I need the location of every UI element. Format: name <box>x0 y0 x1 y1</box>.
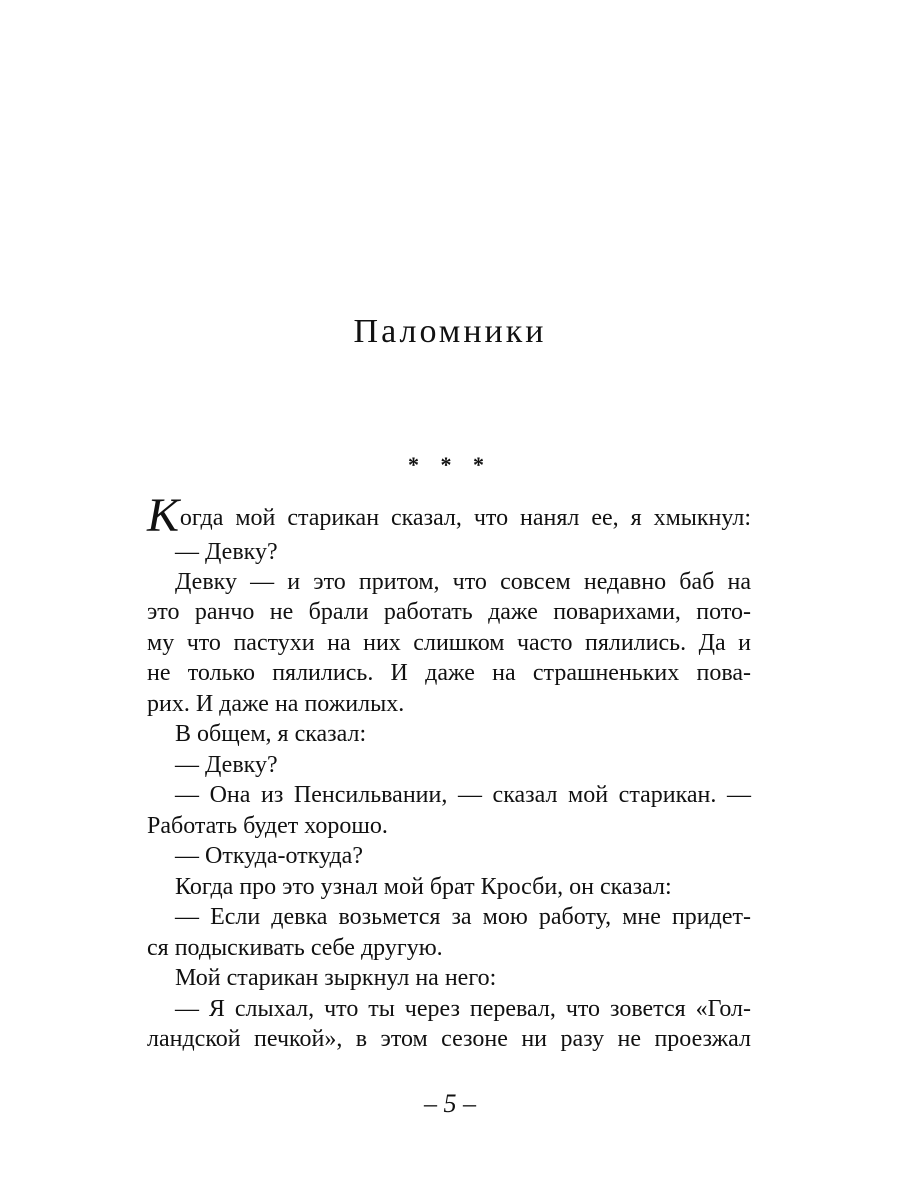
text-line: Мой старикан зыркнул на него: <box>175 965 497 991</box>
text-line: — Она из Пенсильвании, — сказал мой старикан. — <box>175 782 751 808</box>
text-line: рих. И даже на пожилых. <box>147 691 405 717</box>
text-line: — Откуда-откуда? <box>175 843 363 869</box>
page-number: – 5 – <box>424 1089 476 1118</box>
text-line: Работать будет хорошо. <box>147 813 388 839</box>
text-line: не только пялились. И даже на страшненьких пова- <box>147 660 751 686</box>
drop-cap: К <box>147 489 179 542</box>
text-line: — Девку? <box>175 752 278 778</box>
text-line: ландской печкой», в этом сезоне ни разу не проезжал <box>147 1026 751 1052</box>
text-line: му что пастухи на них слишком часто пялились. Да и <box>147 630 751 656</box>
text-line <box>147 489 751 542</box>
text-line: В общем, я сказал: <box>175 721 367 747</box>
text-line: Девку — и это притом, что совсем недавно баб на <box>175 569 751 595</box>
text-line: — Девку? <box>175 539 278 565</box>
text-line: ся подыскивать себе другую. <box>147 935 443 961</box>
chapter-title: Паломники <box>353 313 547 350</box>
text-line: Когда про это узнал мой брат Кросби, он сказал: <box>175 874 672 900</box>
text-line: — Я слыхал, что ты через перевал, что зовется «Гол- <box>175 996 751 1022</box>
text-line-content: огда мой старикан сказал, что нанял ее, я хмыкнул: <box>179 505 751 531</box>
text-line: — Если девка возьмется за мою работу, мне придет- <box>175 904 751 930</box>
text-line: это ранчо не брали работать даже поварихами, пото- <box>147 599 751 625</box>
section-separator: * * * <box>408 452 492 477</box>
